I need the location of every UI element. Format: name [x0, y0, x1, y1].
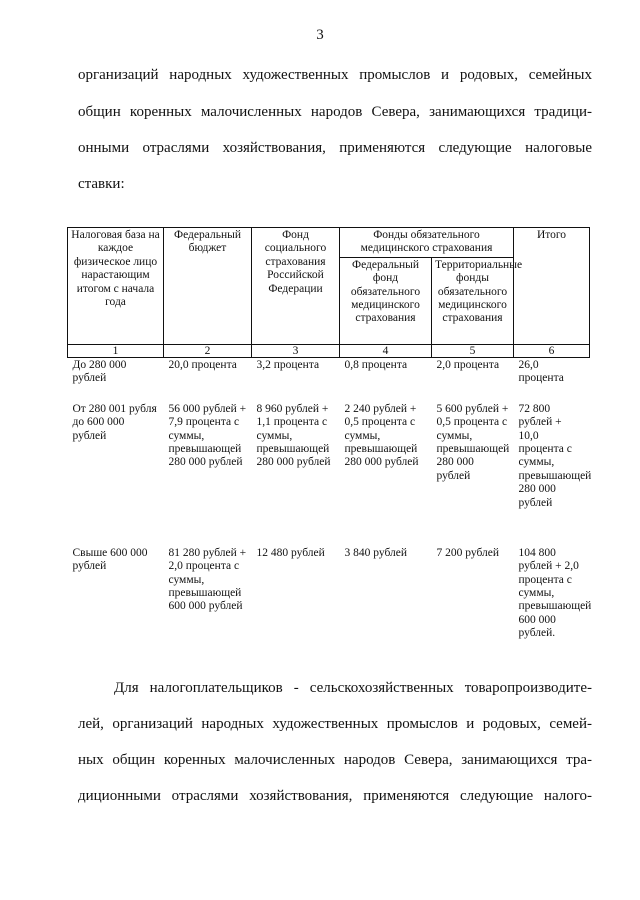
header-territorial-medical-funds: Территориальные фонды обязательного медицинского страхования — [432, 257, 514, 344]
header-federal-medical-fund: Федеральный фонд обязательного медицинского страхования — [340, 257, 432, 344]
table-cell: 0,8 процента — [344, 358, 408, 371]
table-row — [68, 357, 590, 401]
table-cell: 20,0 процента — [168, 358, 237, 371]
table-cell: 26,0 процента — [518, 358, 564, 385]
table-cell: 3 840 рублей — [344, 546, 408, 559]
paragraph-line: диционными отраслями хозяйствования, применяются следующие налого- — [78, 788, 592, 804]
table-cell: 2 240 рублей + 0,5 процента с суммы, превышающей 280 000 рублей — [344, 402, 419, 469]
table-cell: Свыше 600 000 рублей — [72, 546, 148, 573]
table-row — [68, 401, 590, 545]
table-cell: 81 280 рублей + 2,0 процента с суммы, превышающей 600 000 рублей — [168, 546, 247, 613]
table-cell: 72 800 рублей + 10,0 процента с суммы, превышающей 280 000 рублей — [518, 402, 592, 509]
header-medical-funds: Фонды обязательного медицинского страхования — [340, 228, 514, 258]
paragraph-line: общин коренных малочисленных народов Севера, занимающихся традици- — [78, 104, 592, 120]
column-number: 1 — [68, 344, 164, 357]
paragraph-line: ставки: — [78, 176, 125, 192]
table-cell: 8 960 рублей + 1,1 процента с суммы, превышающей 280 000 рублей — [256, 402, 331, 469]
column-number: 2 — [164, 344, 252, 357]
paragraph-line: Для налогоплательщиков - сельскохозяйственных товаропроизводите- — [114, 680, 592, 696]
column-number: 3 — [252, 344, 340, 357]
tax-rates-table — [67, 227, 590, 649]
header-social-fund: Фонд социального страхования Российской Федерации — [252, 228, 340, 345]
column-number: 5 — [432, 344, 514, 357]
table-cell: 7 200 рублей — [436, 546, 500, 559]
table-cell: 12 480 рублей — [256, 546, 325, 559]
paragraph-line: организаций народных художественных промыслов и родовых, семейных — [78, 67, 592, 83]
table-cell: До 280 000 рублей — [72, 358, 127, 385]
table-cell: 3,2 процента — [256, 358, 320, 371]
header-total: Итого — [514, 228, 590, 345]
table-cell: 2,0 процента — [436, 358, 500, 371]
header-tax-base: Налоговая база на каждое физическое лицо нарастающим итогом с начала года — [68, 228, 164, 345]
page-number: 3 — [316, 27, 324, 43]
table-cell: 56 000 рублей + 7,9 процента с суммы, превышающей 280 000 рублей — [168, 402, 247, 469]
paragraph-line: онными отраслями хозяйствования, применяются следующие налоговые — [78, 140, 592, 156]
table-cell: 5 600 рублей + 0,5 процента с суммы, превышающей 280 000 рублей — [436, 402, 510, 482]
column-number: 4 — [340, 344, 432, 357]
column-number: 6 — [514, 344, 590, 357]
header-federal-budget: Федеральный бюджет — [164, 228, 252, 345]
table-cell: 104 800 рублей + 2,0 процента с суммы, превышающей 600 000 рублей. — [518, 546, 592, 640]
table-row — [68, 545, 590, 649]
table-cell: От 280 001 рубля до 600 000 рублей — [72, 402, 157, 442]
paragraph-line: лей, организаций народных художественных промыслов и родовых, семей- — [78, 716, 592, 732]
paragraph-line: ных общин коренных малочисленных народов Севера, занимающихся тра- — [78, 752, 592, 768]
